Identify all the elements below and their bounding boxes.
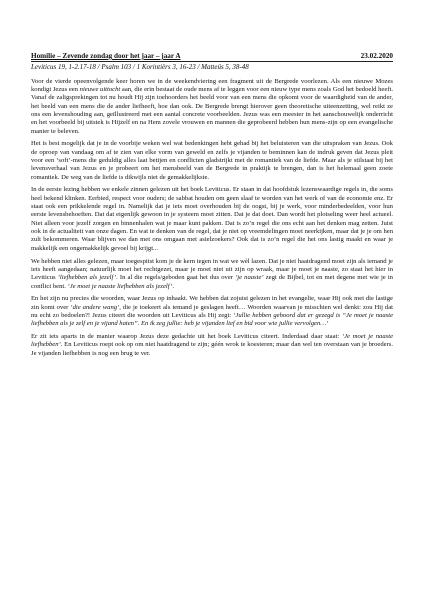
paragraph [31, 140, 393, 182]
text-segment: , die je toekeert als iemand je geslagen heeft… Woorden waarvan je misschien wel denkt: zou Hij dat nu echt zo bedoelen?! Jezus citeert die woorden uit Leviticus als Hij zegt: [31, 303, 393, 319]
italic-text-segment: ‘liefhebben als jezelf’ [57, 274, 117, 282]
paragraph [31, 295, 393, 328]
italic-text-segment: ‘Je moet je naaste liefhebben’ [31, 333, 393, 349]
paragraph [31, 258, 393, 291]
text-segment: En het zijn nu precies die woorden, waar Jezus op inhaakt. We hebben dat zojuist gelezen in het evangelie, waar Hij ook met die lastige zin komt over [31, 295, 393, 311]
text-segment: In de eerste lezing hebben we enkele zinnen gelezen uit het boek Leviticus. Er staan in dat hoofdstuk lezenswaardige regels in, die soms heel bekend klinken. Eerbied, respect voor ouders; de sabbat houden om geen slaaf te worden van het werk of van de economie enz. Er staat ook een prikkelende regel in. Namelijk dat je iets moet overhouden bij de oogst, bij je werk, voor minderbedeelden, voor hun eerste levensbehoeften. Dat dat eigenlijk gewoon in je systeem moet zitten. Dat je dat doet. Dan wordt het plotseling weer heel actueel. Niet alleen voor jezelf zorgen en binnenhalen wat je maar kunt pakken. Dat is zo’n regel die ons echt aan het denken mag zetten. Juist ook in de actualiteit van onze dagen. En wat te denken van de regel, dat je niet op vreemdelingen moet neerkijken, maar dat je je om hen zult bekommeren. Waar blijven we dan met ons omgaan met asielzoekers? Ook dat is zo’n regel die het ons lastig maakt en waar je makkelijk een ongemakkelijk gevoel bij krijgt... [31, 186, 393, 252]
paragraph [31, 78, 393, 136]
text-segment: . In al die regels/geboden gaat het dus over [116, 274, 236, 282]
paragraph [31, 186, 393, 253]
document-content [31, 52, 393, 363]
text-segment: We hebben niet alles gelezen, maar toegespitst kom je de kern tegen in wat we wèl lazen. Dat je niet haatdragend moet zijn als iemand je iets heeft aangedaan; natuurlijk moet het rechtgezet, maar je moet niet uit zijn op wraak, maar je moet je naaste, zo staat het hier in Leviticus [31, 257, 393, 282]
text-segment: Er zit iets aparts in de manier waarop Jezus deze gedachte uit het boek Leviticus citeert. Inderdaad daar staat: [31, 333, 342, 341]
italic-text-segment: ‘Je moet je naaste liefhebben als jezelf’ [67, 282, 173, 290]
text-segment: Voor de vierde opeenvolgende keer horen we in de weekendviering een fragment uit de Bergrede voorlezen. Als een nieuwe Mozes kondigt Jezus een [31, 77, 393, 93]
italic-text-segment: ‘die andere wang’ [70, 303, 120, 311]
homily-title: Homilie – Zevende zondag door het jaar – jaar A [31, 52, 181, 60]
text-segment: Het is best mogelijk dat je in de voorbije weken wel wat bedenkingen hebt gehad bij het beluisteren van die uitspraken van Jezus. Ook de oproep van vandaag om af te zien van elke vorm van geweld en zelfs je vijanden te beminnen kan de indruk geven dat Jezus pleit voor een ‘soft’-mens die geduldig alles laat betijen en conflicten gladstrijkt met de romantiek van de liefde. Maar als je stilstaat bij het levensverhaal van Jezus en je probeert om het mensbeeld van de Bergrede in praktijk te brengen, dan is het helemaal geen zoete romantiek. De weg van de liefde is dikwijls niet de gemakkelijkste. [31, 140, 393, 181]
italic-text-segment: ‘je naaste’ [235, 274, 264, 282]
italic-text-segment: nieuwe uittocht [79, 85, 121, 93]
italic-text-segment: ‘Jullie hebben gehoord dat er gezegd is “Je moet je naaste liefhebben als je zelf en je vijand haten”. En ik zeg jullie: heb je vijanden lief en bid voor wie jullie vervolgen…’ [31, 312, 394, 328]
document-header [31, 52, 393, 62]
text-segment: zegt de Bijbel, tot en met degene met wie je in conflict bent. [31, 274, 393, 290]
readings-line: Leviticus 19, 1-2.17-18 / Psalm 103 / 1 Korintiërs 3, 16-23 / Matteüs 5, 38-48 [31, 62, 249, 71]
text-segment: . [172, 282, 175, 290]
homily-date: 23.02.2020 [360, 52, 393, 60]
paragraph [31, 333, 393, 358]
document-body [31, 78, 393, 359]
text-segment: . En Leviticus roept ook op om niet haatdragend te zijn; géén wrok te koesteren; maar dan wel ten overstaan van je broeders. Je vijanden liefhebben is nog een brug te ver. [31, 341, 393, 357]
text-segment: aan, die erin bestaat de oude mens af te leggen voor een nieuw type mens zoals God het bedoeld heeft. Vanaf de zaligsprekingen tot nu houdt Hij zijn toehoorders het beeld voor van een mens die opkomt voor de waardigheid van de ander, het beeld van een mens die de ander liefheeft, hoe dan ook. De Bergrede brengt hierover geen theoretische uiteenzetting, wel reikt ze ons een levenshouding aan, geïllustreerd met een aantal concrete voorbeelden. Jezus was een meester in het aanschouwelijk onderricht en het voorbeeld bij uitstek is Hijzelf en na Hem zovele vrouwen en mannen die geprobeerd hebben hun mens-zijn op een evangelische manier te beleven. [31, 85, 393, 135]
